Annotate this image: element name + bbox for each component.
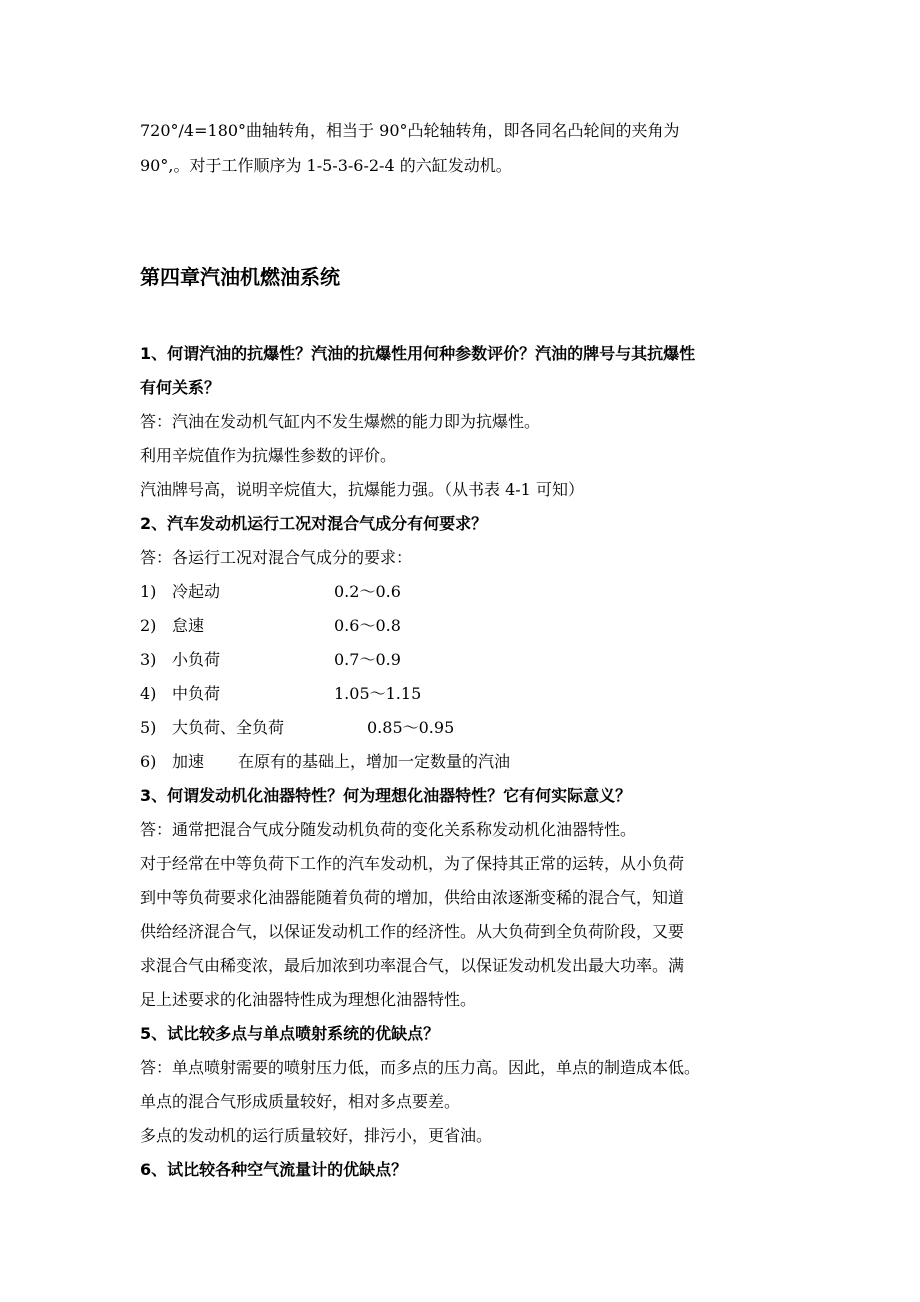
q2-question: 2、汽车发动机运行工况对混合气成分有何要求？ xyxy=(140,514,488,533)
list-item-label: 中负荷 xyxy=(172,684,221,703)
intro-line-1: 720°/4=180°曲轴转角，相当于 90°凸轮轴转角，即各同名凸轮间的夹角为 xyxy=(140,121,680,140)
list-item-value: 1.05～1.15 xyxy=(334,684,422,703)
list-item xyxy=(140,751,840,773)
q1-answer-line-3: 汽油牌号高，说明辛烷值大，抗爆能力强。（从书表 4-1 可知） xyxy=(140,480,584,499)
list-item-label: 加速 xyxy=(172,752,205,771)
list-item-value: 0.85～0.95 xyxy=(367,718,455,737)
intro-line-2: 90°,。对于工作顺序为 1-5-3-6-2-4 的六缸发动机。 xyxy=(140,156,512,175)
list-item xyxy=(140,615,840,637)
q3-answer-line-6: 足上述要求的化油器特性成为理想化油器特性。 xyxy=(140,990,477,1009)
list-item-label: 大负荷、全负荷 xyxy=(172,718,285,737)
q3-answer-line-5: 求混合气由稀变浓，最后加浓到功率混合气，以保证发动机发出最大功率。满 xyxy=(140,956,685,975)
list-item-number: 2) xyxy=(140,616,157,635)
list-item-value: 0.2～0.6 xyxy=(334,582,401,601)
list-item-label: 冷起动 xyxy=(172,582,221,601)
q3-answer-line-3: 到中等负荷要求化油器能随着负荷的增加，供给由浓逐渐变稀的混合气，知道 xyxy=(140,888,685,907)
q2-answer-intro: 答：各运行工况对混合气成分的要求： xyxy=(140,548,413,567)
q5-answer-line-2: 单点的混合气形成质量较好，相对多点要差。 xyxy=(140,1092,461,1111)
q1-answer-line-1: 答：汽油在发动机气缸内不发生爆燃的能力即为抗爆性。 xyxy=(140,412,541,431)
list-item-number: 4) xyxy=(140,684,157,703)
list-item-number: 5) xyxy=(140,718,157,737)
q6-question: 6、试比较各种空气流量计的优缺点？ xyxy=(140,1160,408,1179)
q3-question: 3、何谓发动机化油器特性？何为理想化油器特性？它有何实际意义？ xyxy=(140,786,632,805)
q5-answer-line-1: 答：单点喷射需要的喷射压力低，而多点的压力高。因此，单点的制造成本低。 xyxy=(140,1058,701,1077)
list-item-value: 0.6～0.8 xyxy=(334,616,401,635)
list-item-label: 小负荷 xyxy=(172,650,221,669)
list-item-label: 怠速 xyxy=(172,616,205,635)
q1-question-line-1: 1、何谓汽油的抗爆性？汽油的抗爆性用何种参数评价？汽油的牌号与其抗爆性 xyxy=(140,344,696,363)
q1-answer-line-2: 利用辛烷值作为抗爆性参数的评价。 xyxy=(140,446,397,465)
q3-answer-line-4: 供给经济混合气，以保证发动机工作的经济性。从大负荷到全负荷阶段，又要 xyxy=(140,922,685,941)
chapter-title: 第四章汽油机燃油系统 xyxy=(140,265,340,289)
q3-answer-line-2: 对于经常在中等负荷下工作的汽车发动机，为了保持其正常的运转，从小负荷 xyxy=(140,854,685,873)
list-item xyxy=(140,581,840,603)
q5-answer-line-3: 多点的发动机的运行质量较好，排污小，更省油。 xyxy=(140,1126,493,1145)
list-item-number: 3) xyxy=(140,650,157,669)
list-item xyxy=(140,683,840,705)
q5-question: 5、试比较多点与单点喷射系统的优缺点？ xyxy=(140,1024,440,1043)
list-item xyxy=(140,717,840,739)
list-item-value: 0.7～0.9 xyxy=(334,650,401,669)
q1-question-line-2: 有何关系？ xyxy=(140,378,221,397)
q3-answer-line-1: 答：通常把混合气成分随发动机负荷的变化关系称发动机化油器特性。 xyxy=(140,820,637,839)
list-item xyxy=(140,649,840,671)
list-item-number: 1) xyxy=(140,582,157,601)
list-item-value: 在原有的基础上，增加一定数量的汽油 xyxy=(238,752,511,771)
list-item-number: 6) xyxy=(140,752,157,771)
